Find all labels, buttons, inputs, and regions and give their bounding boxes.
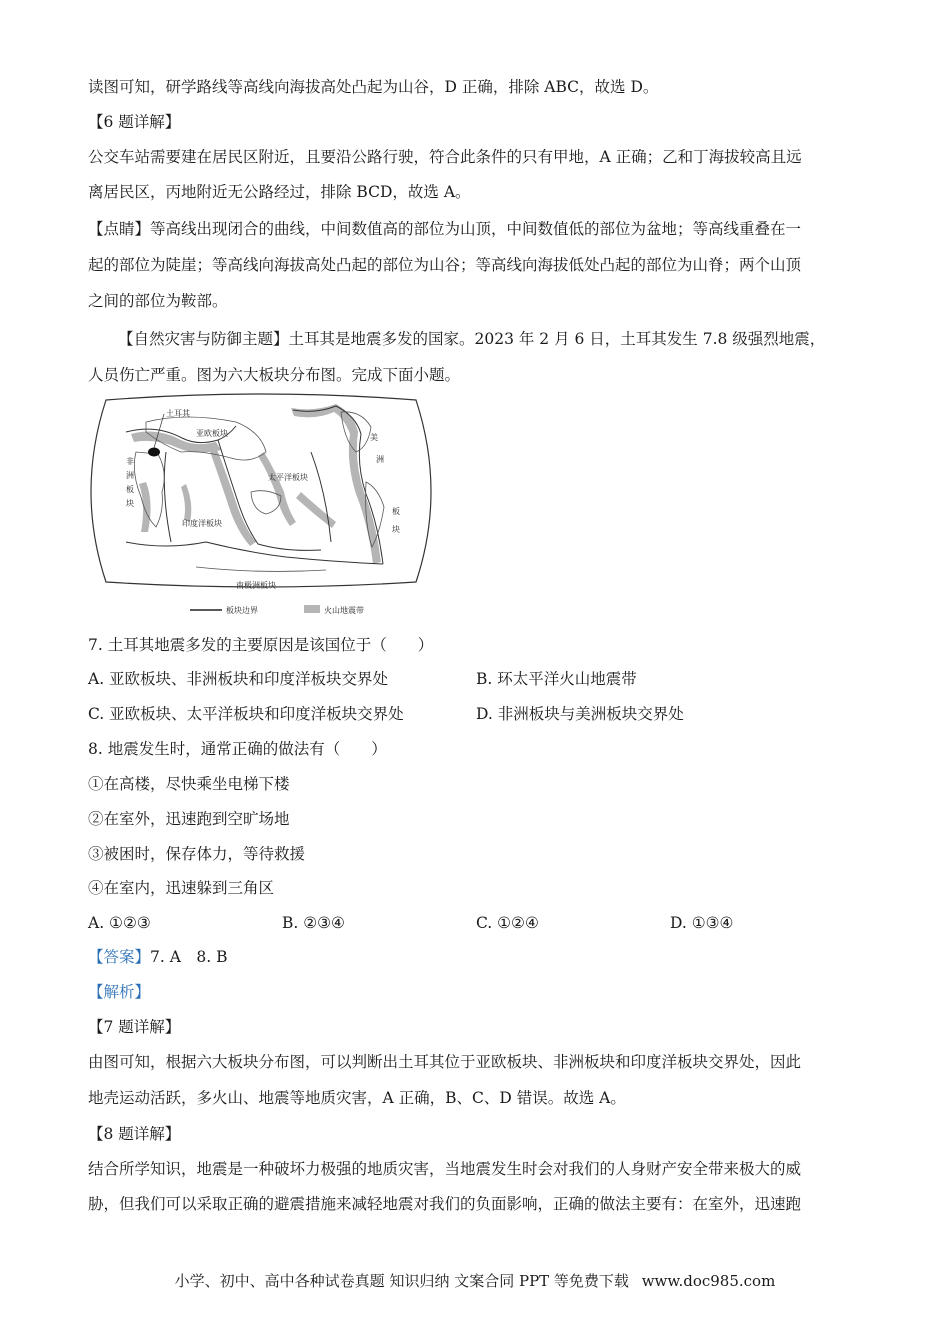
question-8-option-a: A. ①②③	[88, 914, 151, 932]
legend-belt-swatch	[304, 605, 320, 613]
question-8-statement-4: ④在室内，迅速躲到三角区	[88, 879, 275, 897]
label-american-2: 洲	[376, 455, 384, 464]
footer-site-link[interactable]: www.doc985.com	[641, 1272, 776, 1290]
question-8-option-d: D. ①③④	[670, 914, 734, 932]
label-african-1: 非	[126, 457, 134, 466]
question-7-stem: 7. 土耳其地震多发的主要原因是该国位于（ ）	[88, 636, 434, 654]
answer-tag: 【答案】	[88, 948, 151, 966]
label-american-3: 板	[392, 507, 400, 516]
label-american-4: 块	[392, 525, 400, 534]
label-american-1: 美	[370, 433, 378, 442]
text-line: 结合所学知识，地震是一种破坏力极强的地质灾害，当地震发生时会对我们的人身财产安全带来极大的威	[88, 1160, 802, 1178]
text-line: 起的部位为陡崖；等高线向海拔高处凸起的部位为山谷；等高线向海拔低处凸起的部位为山脊；两个山顶	[88, 256, 802, 274]
plate-map-figure	[86, 392, 436, 622]
analysis-tag: 【解析】	[88, 983, 151, 1001]
intro-paragraph: 人员伤亡严重。图为六大板块分布图。完成下面小题。	[88, 366, 461, 384]
text-line: 读图可知，研学路线等高线向海拔高处凸起为山谷，D 正确，排除 ABC，故选 D。	[88, 78, 659, 96]
label-turkey: 土耳其	[166, 409, 190, 418]
label-eurasian: 亚欧板块	[196, 429, 228, 438]
plate-map-svg	[86, 392, 436, 622]
page-footer	[0, 1270, 950, 1291]
answer-line	[88, 946, 228, 968]
text-line: 胁，但我们可以采取正确的避震措施来减轻地震对我们的负面影响，正确的做法主要有：在室外，迅速跑	[88, 1195, 802, 1213]
text-line: 之间的部位为鞍部。	[88, 292, 228, 310]
label-african-3: 板	[126, 485, 134, 494]
question-7-option-b: B. 环太平洋火山地震带	[476, 670, 637, 688]
text-line: 【点睛】等高线出现闭合的曲线，中间数值高的部位为山顶，中间数值低的部位为盆地；等高线重叠在一	[88, 220, 802, 238]
text-line: 由图可知，根据六大板块分布图，可以判断出土耳其位于亚欧板块、非洲板块和印度洋板块交界处，因此	[88, 1053, 802, 1071]
turkey-marker	[148, 448, 160, 457]
section-heading: 【7 题详解】	[88, 1018, 181, 1036]
text-line: 公交车站需要建在居民区附近，且要沿公路行驶，符合此条件的只有甲地，A 正确；乙和丁海拔较高且远	[88, 148, 802, 166]
text-line: 地壳运动活跃，多火山、地震等地质灾害，A 正确，B、C、D 错误。故选 A。	[88, 1089, 626, 1107]
legend-belt-label: 火山地震带	[324, 606, 364, 615]
label-indian: 印度洋板块	[182, 519, 222, 528]
section-heading: 【8 题详解】	[88, 1125, 181, 1143]
question-8-statement-3: ③被困时，保存体力，等待救援	[88, 845, 306, 863]
question-7-option-d: D. 非洲板块与美洲板块交界处	[476, 705, 684, 723]
question-7-option-a: A. 亚欧板块、非洲板块和印度洋板块交界处	[88, 670, 389, 688]
label-pacific: 太平洋板块	[268, 473, 308, 482]
text-line: 离居民区，丙地附近无公路经过，排除 BCD，故选 A。	[88, 183, 471, 201]
question-7-option-c: C. 亚欧板块、太平洋板块和印度洋板块交界处	[88, 705, 404, 723]
label-african-2: 洲	[126, 471, 134, 480]
question-8-statement-1: ①在高楼，尽快乘坐电梯下楼	[88, 775, 290, 793]
section-heading: 【6 题详解】	[88, 113, 181, 131]
answer-text: 7. A 8. B	[150, 948, 228, 966]
intro-paragraph: 【自然灾害与防御主题】土耳其是地震多发的国家。2023 年 2 月 6 日，土耳其发生 7.8 级强烈地震，	[118, 330, 826, 348]
footer-text: 小学、初中、高中各种试卷真题 知识归纳 文案合同 PPT 等免费下载	[174, 1272, 629, 1290]
question-8-option-b: B. ②③④	[282, 914, 345, 932]
legend-boundary-label: 板块边界	[226, 606, 258, 615]
label-antarctic: 南极洲板块	[236, 581, 276, 590]
question-8-option-c: C. ①②④	[476, 914, 539, 932]
question-8-statement-2: ②在室外，迅速跑到空旷场地	[88, 810, 290, 828]
question-8-stem: 8. 地震发生时，通常正确的做法有（ ）	[88, 740, 387, 758]
label-african-4: 块	[126, 499, 134, 508]
